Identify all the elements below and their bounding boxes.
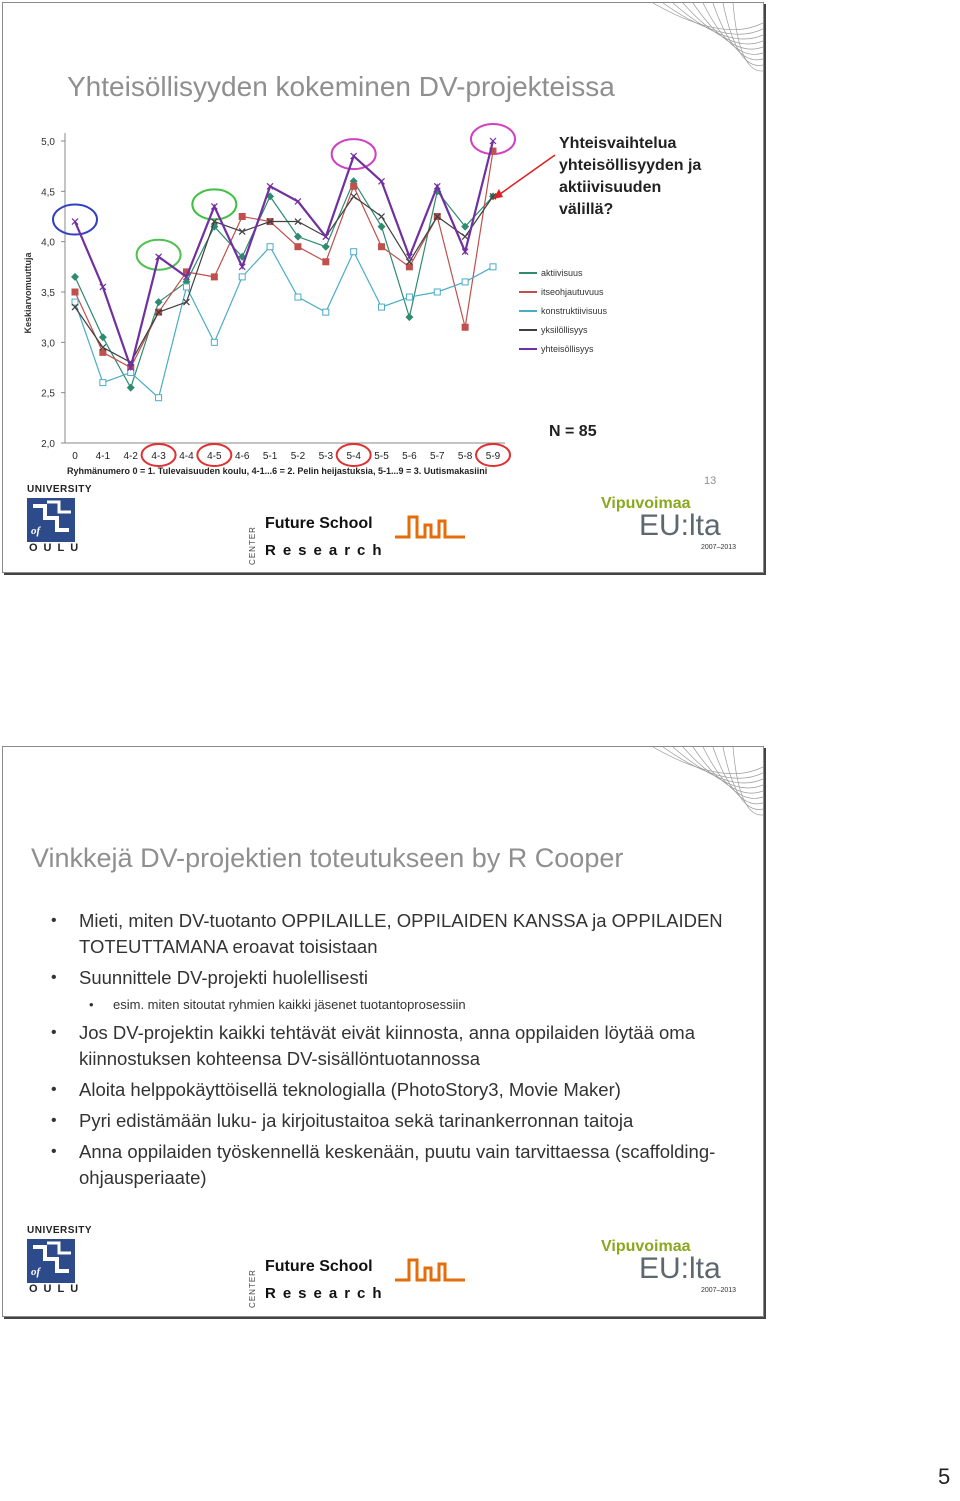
peak-highlight-ellipse bbox=[137, 240, 181, 270]
university-logo-oulu: OULU bbox=[29, 542, 85, 554]
data-point bbox=[322, 243, 330, 251]
question-text: Yhteisvaihtelua bbox=[559, 135, 677, 152]
data-point bbox=[156, 395, 162, 401]
y-tick-label: 4,0 bbox=[41, 237, 55, 249]
data-point bbox=[100, 380, 106, 386]
oulu-emblem-icon bbox=[27, 498, 75, 542]
data-point bbox=[379, 244, 385, 250]
slide-tips bbox=[2, 746, 764, 1317]
data-point bbox=[239, 274, 245, 280]
university-logo-text: UNIVERSITY bbox=[27, 1225, 93, 1236]
legend-label: yksilöllisyys bbox=[541, 325, 588, 335]
pulse-wave-icon bbox=[395, 1258, 467, 1284]
list-subitem: • esim. miten sitoutat ryhmien kaikki jäsenet tuotantoprosessiin bbox=[51, 994, 751, 1016]
university-of-oulu-logo bbox=[27, 484, 93, 554]
data-point bbox=[211, 274, 217, 280]
data-point bbox=[294, 233, 302, 241]
y-tick-label: 3,0 bbox=[41, 338, 55, 350]
y-tick-label: 2,5 bbox=[41, 388, 55, 400]
list-item: • Mieti, miten DV-tuotanto OPPILAILLE, OPPILAIDEN KANSSA ja OPPILAIDEN TOTEUTTAMANA eroavat toisistaan bbox=[51, 908, 751, 960]
x-tick-label: 4-1 bbox=[95, 451, 111, 462]
slide-number: 13 bbox=[704, 475, 717, 487]
series-line bbox=[75, 181, 493, 387]
data-point bbox=[323, 259, 329, 265]
x-tick-label: 4-3 bbox=[151, 451, 166, 462]
university-of-text: of bbox=[31, 525, 41, 537]
future-school-logo bbox=[247, 1258, 477, 1308]
x-tick-label: 4-4 bbox=[179, 451, 194, 462]
eu-lta-text: EU:lta bbox=[639, 1252, 721, 1285]
data-point bbox=[295, 244, 301, 250]
slide-title: Vinkkejä DV-projektien toteutukseen by R Cooper bbox=[31, 843, 624, 873]
y-axis-label: Keskiarvomuuttuja bbox=[23, 252, 33, 334]
page-number: 5 bbox=[938, 1464, 951, 1489]
data-point bbox=[351, 249, 357, 255]
data-point bbox=[239, 229, 245, 235]
x-tick-label: 5-2 bbox=[290, 451, 306, 462]
legend-label: aktiivisuus bbox=[541, 268, 583, 278]
data-point bbox=[295, 294, 301, 300]
series-line bbox=[75, 141, 493, 368]
question-text: yhteisöllisyyden ja bbox=[559, 157, 702, 174]
x-tick-label: 5-4 bbox=[346, 451, 361, 462]
oulu-emblem-icon bbox=[27, 1239, 75, 1283]
vipuvoimaa-eu-logo bbox=[601, 1238, 751, 1300]
data-point bbox=[155, 298, 163, 306]
fs-research-text: Research bbox=[265, 542, 389, 559]
list-item: • Aloita helppokäyttöisellä teknologialla (PhotoStory3, Movie Maker) bbox=[51, 1077, 751, 1103]
pulse-wave-icon bbox=[395, 515, 467, 541]
y-tick-label: 4,5 bbox=[41, 187, 55, 199]
list-item: • Suunnittele DV-projekti huolellisesti bbox=[51, 965, 751, 991]
x-tick-label: 0 bbox=[72, 451, 78, 462]
university-logo-text: UNIVERSITY bbox=[27, 484, 93, 495]
data-point bbox=[72, 289, 78, 295]
x-tick-label: 4-5 bbox=[207, 451, 222, 462]
slide-title: Yhteisöllisyyden kokeminen DV-projekteissa bbox=[67, 71, 615, 102]
line-chart bbox=[3, 3, 763, 483]
vipuvoimaa-text: Vipuvoimaa bbox=[601, 1238, 691, 1255]
university-logo-oulu: OULU bbox=[29, 1283, 85, 1295]
data-point bbox=[378, 223, 386, 231]
vipu-years-text: 2007–2013 bbox=[701, 544, 737, 551]
legend-label: yhteisöllisyys bbox=[541, 344, 594, 354]
peak-highlight-ellipse bbox=[332, 139, 376, 169]
list-item: • Anna oppilaiden työskennellä keskenään, puutu vain tarvittaessa (scaffolding-ohjausperiaate) bbox=[51, 1139, 751, 1191]
data-point bbox=[71, 273, 79, 281]
annotation-arrow bbox=[493, 155, 555, 199]
list-item: • Pyri edistämään luku- ja kirjoitustaitoa sekä tarinankerronnan taitoja bbox=[51, 1108, 751, 1134]
series-yksilöllisyys bbox=[72, 193, 496, 365]
question-text: välillä? bbox=[559, 201, 614, 218]
data-point bbox=[462, 234, 468, 240]
legend-label: itseohjautuvuus bbox=[541, 287, 604, 297]
x-axis-title: Ryhmänumero 0 = 1. Tulevaisuuden koulu, 4-1...6 = 2. Pelin heijastuksia, 5-1...9 = 3. Uutismakasiini bbox=[67, 466, 488, 476]
series-konstruktiivisuus bbox=[72, 244, 496, 401]
data-point bbox=[379, 214, 385, 220]
vipuvoimaa-eu-logo bbox=[601, 495, 751, 557]
university-of-oulu-logo bbox=[27, 1225, 93, 1295]
data-point bbox=[490, 264, 496, 270]
fs-research-text: Research bbox=[265, 1285, 389, 1302]
x-tick-label: 5-8 bbox=[457, 451, 473, 462]
data-point bbox=[351, 193, 357, 199]
data-point bbox=[379, 304, 385, 310]
tips-list bbox=[51, 908, 751, 1196]
fs-center-text: CENTER bbox=[247, 526, 257, 565]
x-tick-label: 5-7 bbox=[430, 451, 445, 462]
legend-label: konstruktiivisuus bbox=[541, 306, 608, 316]
x-tick-label: 5-1 bbox=[262, 451, 278, 462]
fs-name-text: Future School bbox=[265, 515, 373, 532]
data-point bbox=[99, 333, 107, 341]
fs-name-text: Future School bbox=[265, 1258, 373, 1275]
vipuvoimaa-text: Vipuvoimaa bbox=[601, 495, 691, 512]
slide-chart bbox=[2, 2, 764, 573]
x-tick-label: 5-6 bbox=[402, 451, 417, 462]
series-yhteisöllisyys bbox=[72, 138, 496, 371]
data-point bbox=[405, 313, 413, 321]
eu-lta-text: EU:lta bbox=[639, 509, 721, 542]
x-tick-label: 5-9 bbox=[485, 451, 501, 462]
data-point bbox=[183, 284, 189, 290]
swirl-decoration bbox=[613, 747, 763, 837]
y-tick-label: 2,0 bbox=[41, 439, 55, 450]
data-point bbox=[267, 244, 273, 250]
future-school-logo bbox=[247, 515, 477, 565]
data-point bbox=[462, 279, 468, 285]
data-point bbox=[462, 324, 468, 330]
y-tick-label: 5,0 bbox=[41, 137, 55, 148]
data-point bbox=[183, 299, 189, 305]
question-text: aktiivisuuden bbox=[559, 179, 662, 196]
list-item: • Jos DV-projektin kaikki tehtävät eivät kiinnosta, anna oppilaiden löytää oma kiinnostuksen kohteensa DV-sisällöntuotannossa bbox=[51, 1020, 751, 1072]
data-point bbox=[434, 289, 440, 295]
x-tick-label: 5-5 bbox=[374, 451, 389, 462]
data-point bbox=[406, 294, 412, 300]
x-tick-label: 4-6 bbox=[234, 451, 250, 462]
data-point bbox=[351, 183, 357, 189]
x-tick-label: 5-3 bbox=[318, 451, 334, 462]
x-tick-label: 4-2 bbox=[123, 451, 138, 462]
vipu-years-text: 2007–2013 bbox=[701, 1287, 737, 1294]
sample-size-label: N = 85 bbox=[549, 423, 597, 440]
series-line bbox=[75, 247, 493, 398]
y-tick-label: 3,5 bbox=[41, 288, 55, 299]
data-point bbox=[239, 214, 245, 220]
fs-center-text: CENTER bbox=[247, 1269, 257, 1308]
series-itseohjautuvuus bbox=[72, 148, 496, 370]
data-point bbox=[211, 339, 217, 345]
data-point bbox=[323, 309, 329, 315]
data-point bbox=[127, 384, 135, 392]
university-of-text: of bbox=[31, 1266, 41, 1278]
peak-highlight-ellipse bbox=[53, 205, 97, 235]
